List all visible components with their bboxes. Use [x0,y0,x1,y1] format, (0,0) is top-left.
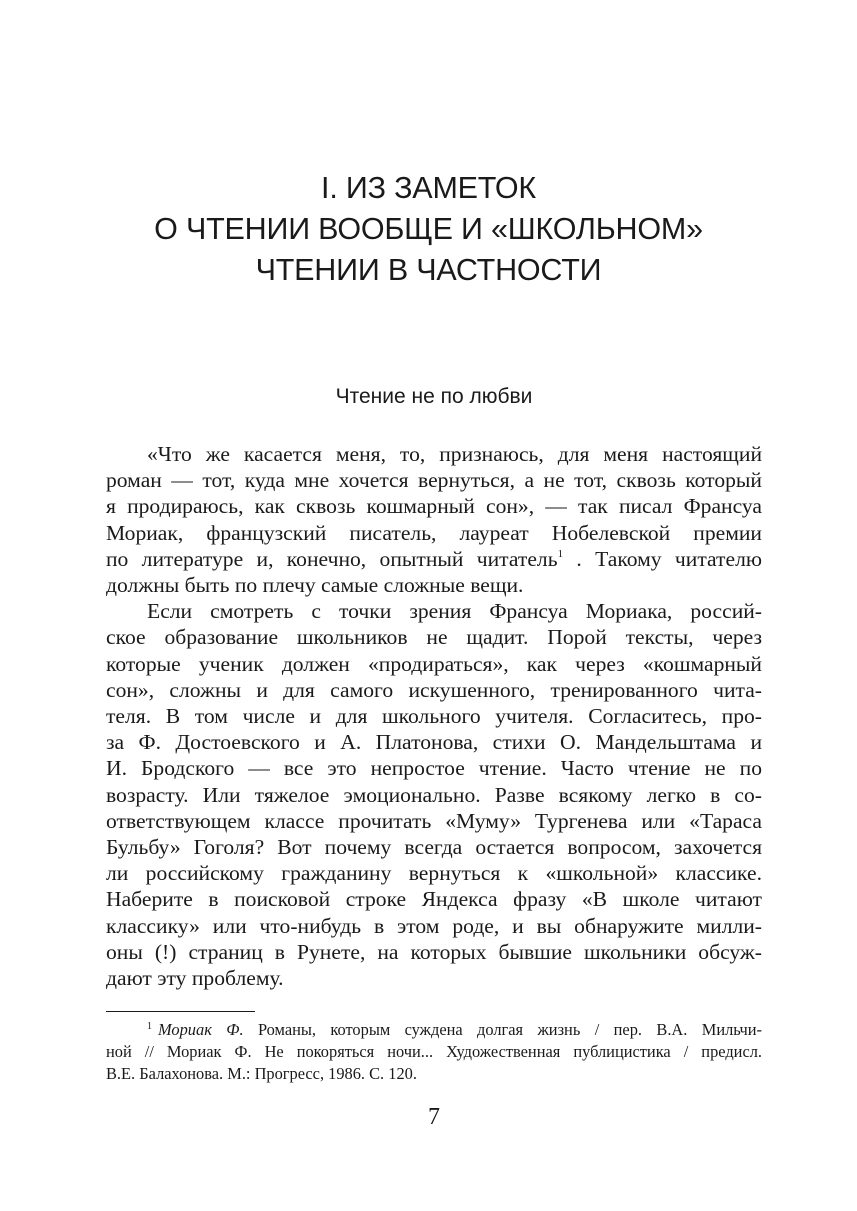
text-line: «Что же касается меня, то, признаюсь, для меня настоящий [147,442,762,466]
text-line: должны быть по плечу самые сложные вещи. [106,573,524,598]
chapter-title [0,168,857,291]
section-title: Чтение не по любви [335,385,533,408]
footnote-line [106,1019,762,1041]
text-line: классику» или что-нибудь в этом роде, и вы обнаружите милли- [106,913,762,938]
text-line: Наберите в поисковой строке Яндекса фразу «В школе читают [106,887,762,912]
footnote-author: Мориак Ф. [158,1020,244,1039]
text-line: ответствующем классе прочитать «Муму» Тургенева или «Тараса [106,808,762,833]
text-line: ли российскому гражданину вернуться к «школьной» классике. [106,861,762,886]
text-fragment: . Такому читателю [563,546,762,571]
text-line: которые ученик должен «продираться», как через «кошмарный [106,651,762,676]
page-number: 7 [428,1104,440,1130]
text-line: теля. В том числе и для школьного учителя. Согласитесь, про- [106,704,762,729]
chapter-title-line: О ЧТЕНИИ ВООБЩЕ И «ШКОЛЬНОМ» [154,212,703,246]
text-line: возрасту. Или тяжелое эмоционально. Разве всякому легко в со- [106,782,762,807]
text-line: сон», сложны и для самого искушенного, тренированного чита- [106,677,762,702]
text-line: роман — тот, куда мне хочется вернуться, а не тот, сквозь который [106,468,762,493]
paragraph-1 [106,441,762,598]
chapter-title-line: ЧТЕНИИ В ЧАСТНОСТИ [255,253,602,287]
text-line: Бульбу» Гоголя? Вот почему всегда остается вопросом, захочется [106,835,762,860]
text-line: И. Бродского — все это непростое чтение. Часто чтение не по [106,756,762,781]
text-line: за Ф. Достоевского и А. Платонова, стихи О. Мандельштама и [106,730,762,755]
footnote [106,1019,762,1084]
text-line: дают эту проблему. [106,966,284,991]
footnote-text: Романы, которым суждена долгая жизнь / пер. В.А. Мильчи- [243,1020,762,1039]
footnote-line: В.Е. Балахонова. М.: Прогресс, 1986. С. 120. [106,1063,417,1083]
text-line: Если смотреть с точки зрения Франсуа Мориака, россий- [147,599,762,624]
text-line: Мориак, французский писатель, лауреат Нобелевской премии [106,520,762,545]
text-line-with-footnote [106,546,762,572]
footnote-line: ной // Мориак Ф. Не покоряться ночи... Художественная публицистика / предисл. [106,1041,762,1061]
text-line: ское образование школьников не щадит. Порой тексты, через [106,625,762,650]
body-text [106,441,762,991]
footnote-number: 1 [147,1021,152,1032]
text-line: оны (!) страниц в Рунете, на которых бывшие школьники обсуж- [106,939,762,964]
chapter-title-line: I. ИЗ ЗАМЕТОК [321,171,536,205]
footnote-divider [106,1011,255,1012]
text-line: я продираюсь, как сквозь кошмарный сон», — так писал Франсуа [106,494,762,519]
text-fragment: по литературе и, конечно, опытный читатель [106,546,558,571]
paragraph-2 [106,598,762,991]
footnote-reference[interactable]: 1 [557,547,564,560]
